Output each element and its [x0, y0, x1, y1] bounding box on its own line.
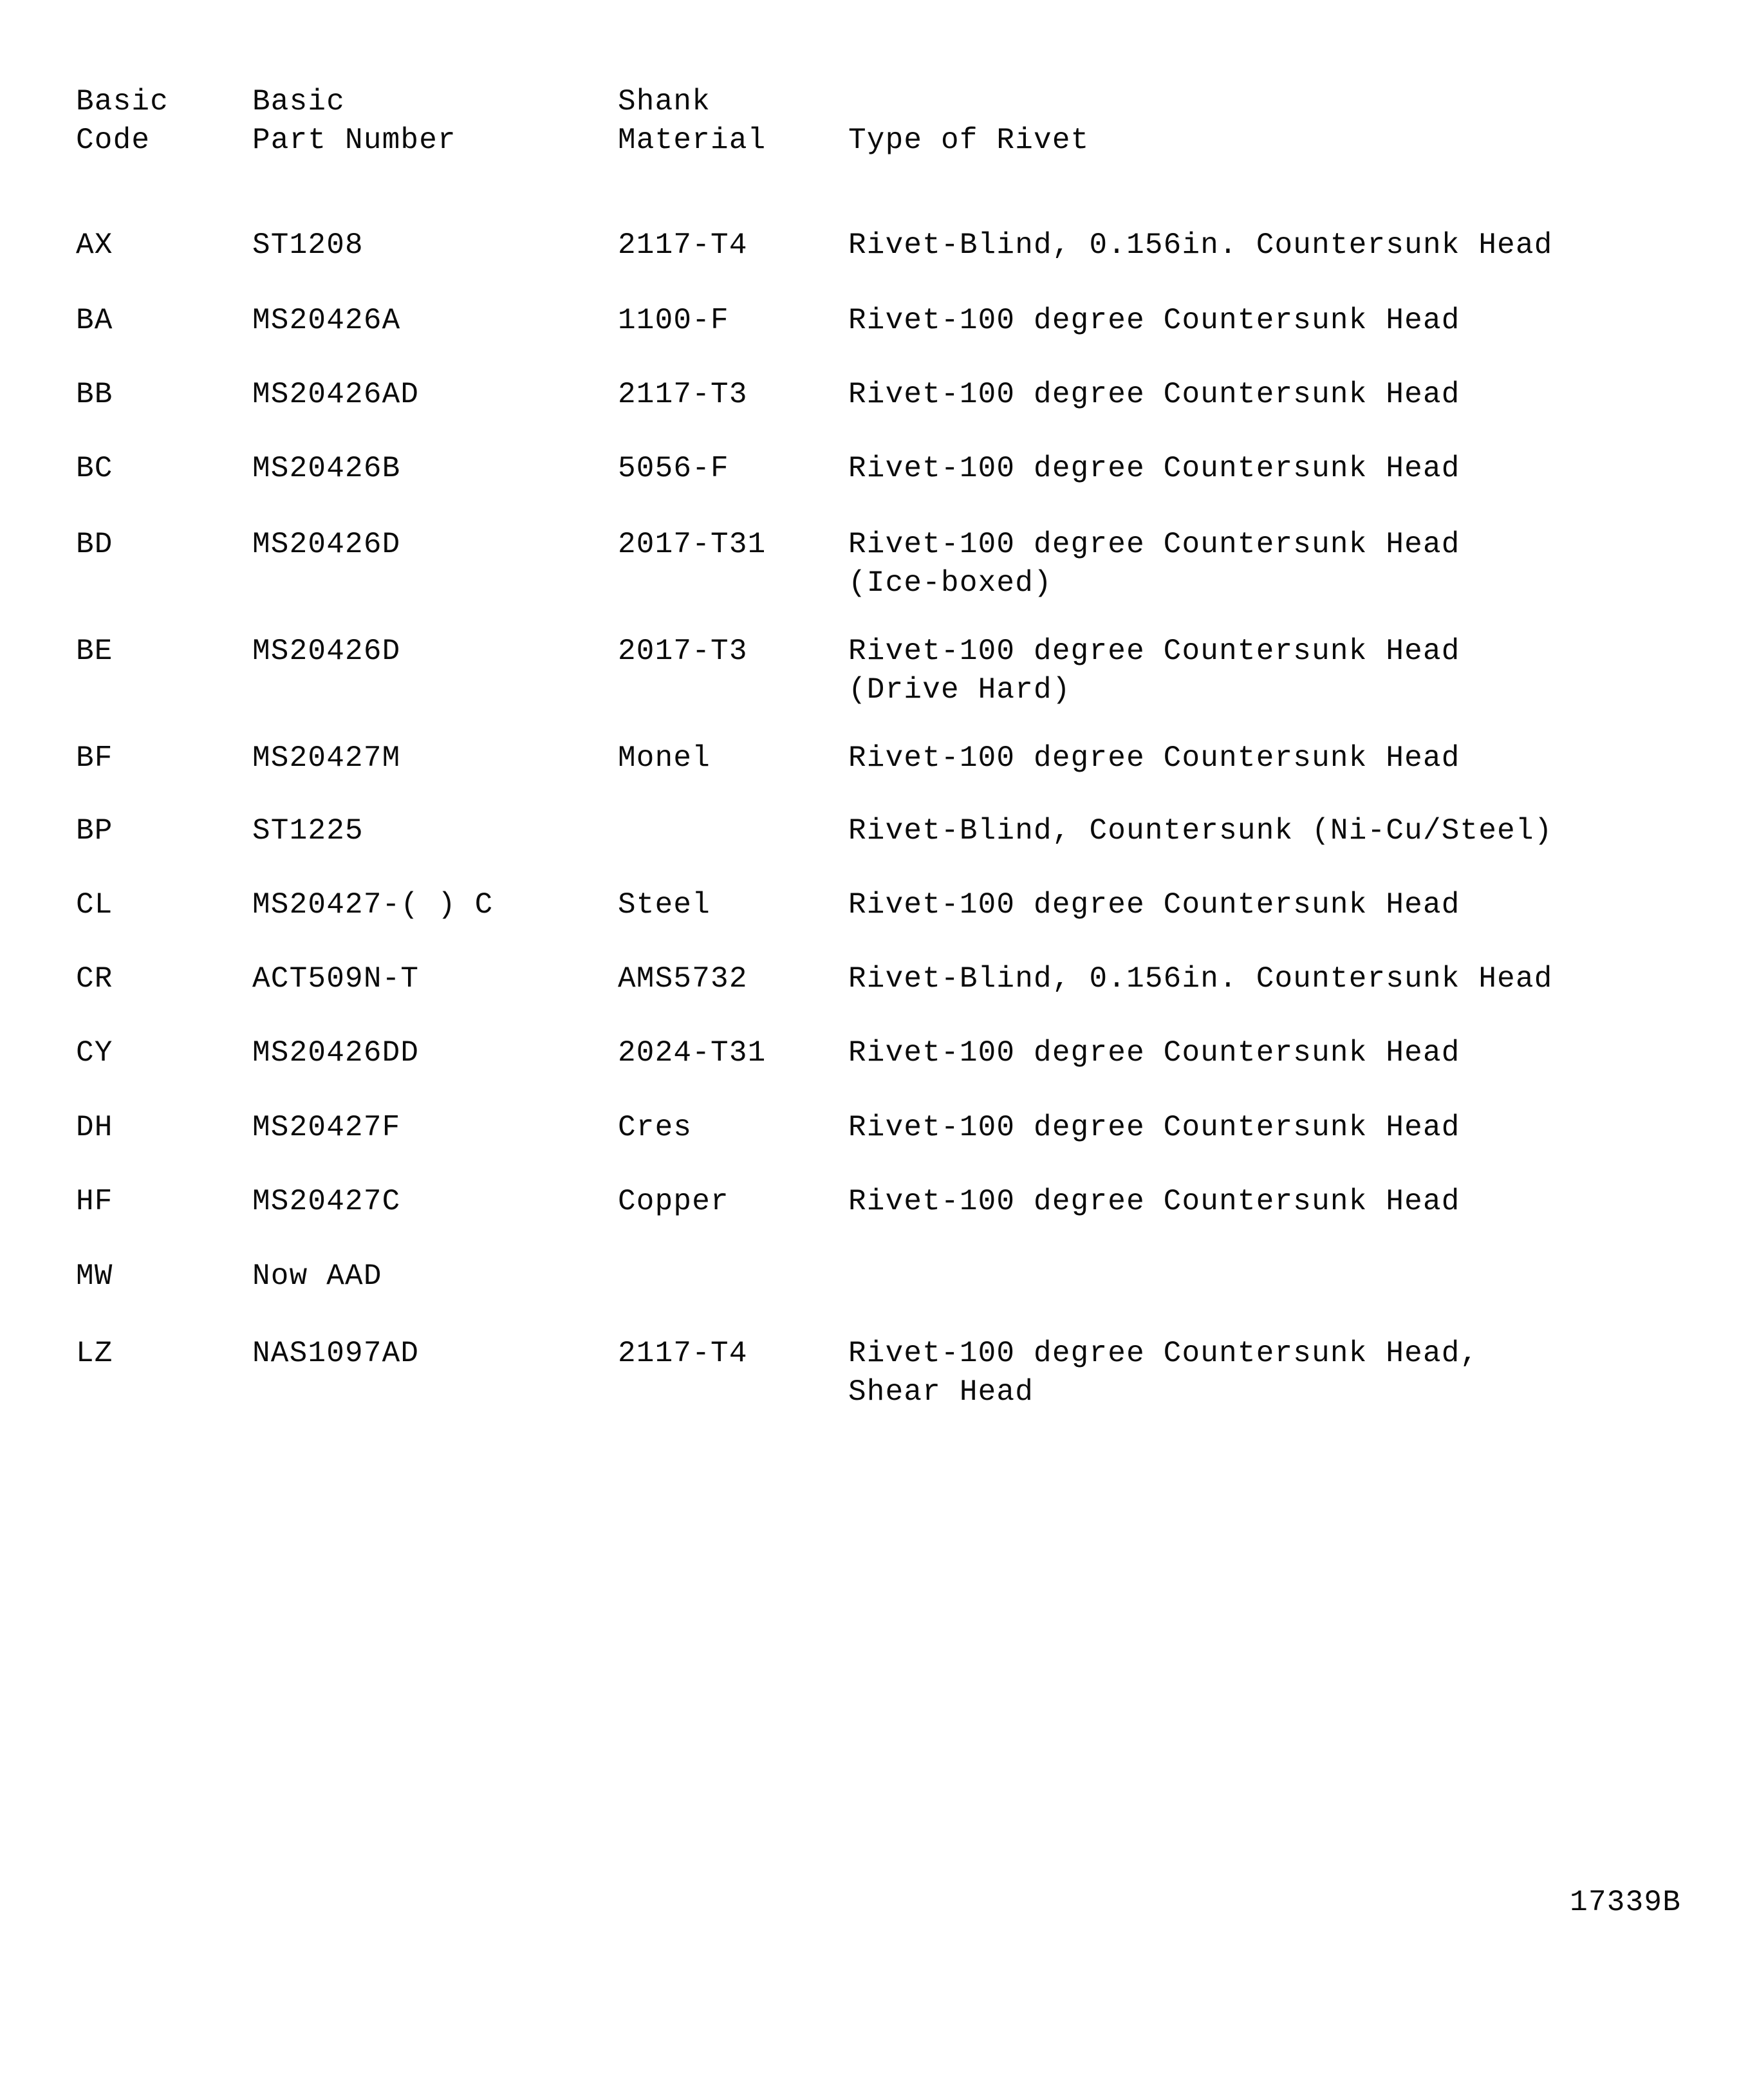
row-shank-material: 1100-F — [618, 304, 729, 337]
row-type-of-rivet: Rivet-100 degree Countersunk Head — [848, 304, 1460, 337]
row-basic-part-number: MS20426D — [252, 528, 401, 561]
header-type-of-rivet-line2: Type of Rivet — [848, 124, 1090, 157]
row-basic-part-number: ACT509N-T — [252, 962, 420, 996]
row-basic-part-number: MS20427C — [252, 1185, 401, 1218]
row-basic-part-number: MS20427-( ) C — [252, 888, 494, 922]
table-row — [0, 633, 1757, 668]
row-shank-material: Steel — [618, 888, 711, 922]
row-basic-part-number: MS20426AD — [252, 378, 420, 411]
header-basic-part-line1: Basic — [252, 85, 346, 118]
row-basic-part-number: ST1208 — [252, 228, 364, 262]
table-row — [0, 526, 1757, 561]
table-row — [0, 1258, 1757, 1293]
row-shank-material: 2117-T4 — [618, 1337, 748, 1370]
row-type-of-rivet: Rivet-100 degree Countersunk Head, — [848, 1337, 1479, 1370]
row-basic-code: BP — [76, 814, 113, 848]
row-type-of-rivet: Rivet-Blind, Countersunk (Ni-Cu/Steel) — [848, 814, 1553, 848]
row-basic-part-number: MS20427M — [252, 741, 401, 775]
row-shank-material: Copper — [618, 1185, 729, 1218]
header-basic-code-line1: Basic — [76, 85, 169, 118]
row-type-of-rivet: Rivet-100 degree Countersunk Head — [848, 528, 1460, 561]
row-type-of-rivet: Rivet-100 degree Countersunk Head — [848, 888, 1460, 922]
row-shank-material: 2017-T31 — [618, 528, 767, 561]
row-basic-code: LZ — [76, 1337, 113, 1370]
row-basic-code: BA — [76, 304, 113, 337]
row-basic-code: AX — [76, 228, 113, 262]
table-row — [0, 1335, 1757, 1370]
header-basic-part-line2: Part Number — [252, 124, 456, 157]
row-type-of-rivet: Rivet-Blind, 0.156in. Countersunk Head — [848, 228, 1553, 262]
row-shank-material: 5056-F — [618, 452, 729, 485]
row-type-of-rivet: Rivet-100 degree Countersunk Head — [848, 378, 1460, 411]
table-row — [0, 376, 1757, 411]
document-number: 17339B — [1570, 1886, 1681, 1919]
row-basic-code: BB — [76, 378, 113, 411]
row-basic-code: CL — [76, 888, 113, 922]
row-shank-material: 2024-T31 — [618, 1036, 767, 1070]
row-basic-code: MW — [76, 1259, 113, 1293]
row-type-of-rivet: Rivet-100 degree Countersunk Head — [848, 1036, 1460, 1070]
row-shank-material: 2117-T4 — [618, 228, 748, 262]
row-type-of-rivet-continuation: (Ice-boxed) — [848, 566, 1052, 600]
row-shank-material: Monel — [618, 741, 711, 775]
row-shank-material: 2017-T3 — [618, 635, 748, 668]
row-type-of-rivet-continuation: Shear Head — [848, 1375, 1034, 1409]
row-shank-material: AMS5732 — [618, 962, 748, 996]
table-row — [0, 302, 1757, 337]
row-basic-part-number: MS20426A — [252, 304, 401, 337]
row-type-of-rivet: Rivet-100 degree Countersunk Head — [848, 1185, 1460, 1218]
row-basic-code: DH — [76, 1111, 113, 1144]
row-basic-code: BD — [76, 528, 113, 561]
table-row — [0, 227, 1757, 262]
row-type-of-rivet: Rivet-100 degree Countersunk Head — [848, 635, 1460, 668]
table-row — [0, 1035, 1757, 1070]
row-type-of-rivet: Rivet-100 degree Countersunk Head — [848, 741, 1460, 775]
row-shank-material: Cres — [618, 1111, 693, 1144]
row-shank-material: 2117-T3 — [618, 378, 748, 411]
row-basic-code: CR — [76, 962, 113, 996]
table-header-row-second-line — [0, 122, 1757, 157]
row-basic-code: BC — [76, 452, 113, 485]
row-basic-part-number: Now AAD — [252, 1259, 382, 1293]
row-basic-part-number: MS20427F — [252, 1111, 401, 1144]
row-basic-code: BE — [76, 635, 113, 668]
row-type-of-rivet: Rivet-100 degree Countersunk Head — [848, 452, 1460, 485]
row-basic-part-number: ST1225 — [252, 814, 364, 848]
row-basic-code: BF — [76, 741, 113, 775]
table-row — [0, 740, 1757, 775]
header-shank-material-line1: Shank — [618, 85, 711, 118]
row-type-of-rivet: Rivet-Blind, 0.156in. Countersunk Head — [848, 962, 1553, 996]
table-row — [0, 961, 1757, 996]
row-basic-part-number: MS20426DD — [252, 1036, 420, 1070]
header-basic-code-line2: Code — [76, 124, 151, 157]
row-type-of-rivet-continuation: (Drive Hard) — [848, 673, 1071, 707]
row-basic-code: HF — [76, 1185, 113, 1218]
row-basic-part-number: NAS1097AD — [252, 1337, 420, 1370]
row-basic-code: CY — [76, 1036, 113, 1070]
header-shank-material-line2: Material — [618, 124, 767, 157]
row-type-of-rivet: Rivet-100 degree Countersunk Head — [848, 1111, 1460, 1144]
row-basic-part-number: MS20426D — [252, 635, 401, 668]
row-basic-part-number: MS20426B — [252, 452, 401, 485]
